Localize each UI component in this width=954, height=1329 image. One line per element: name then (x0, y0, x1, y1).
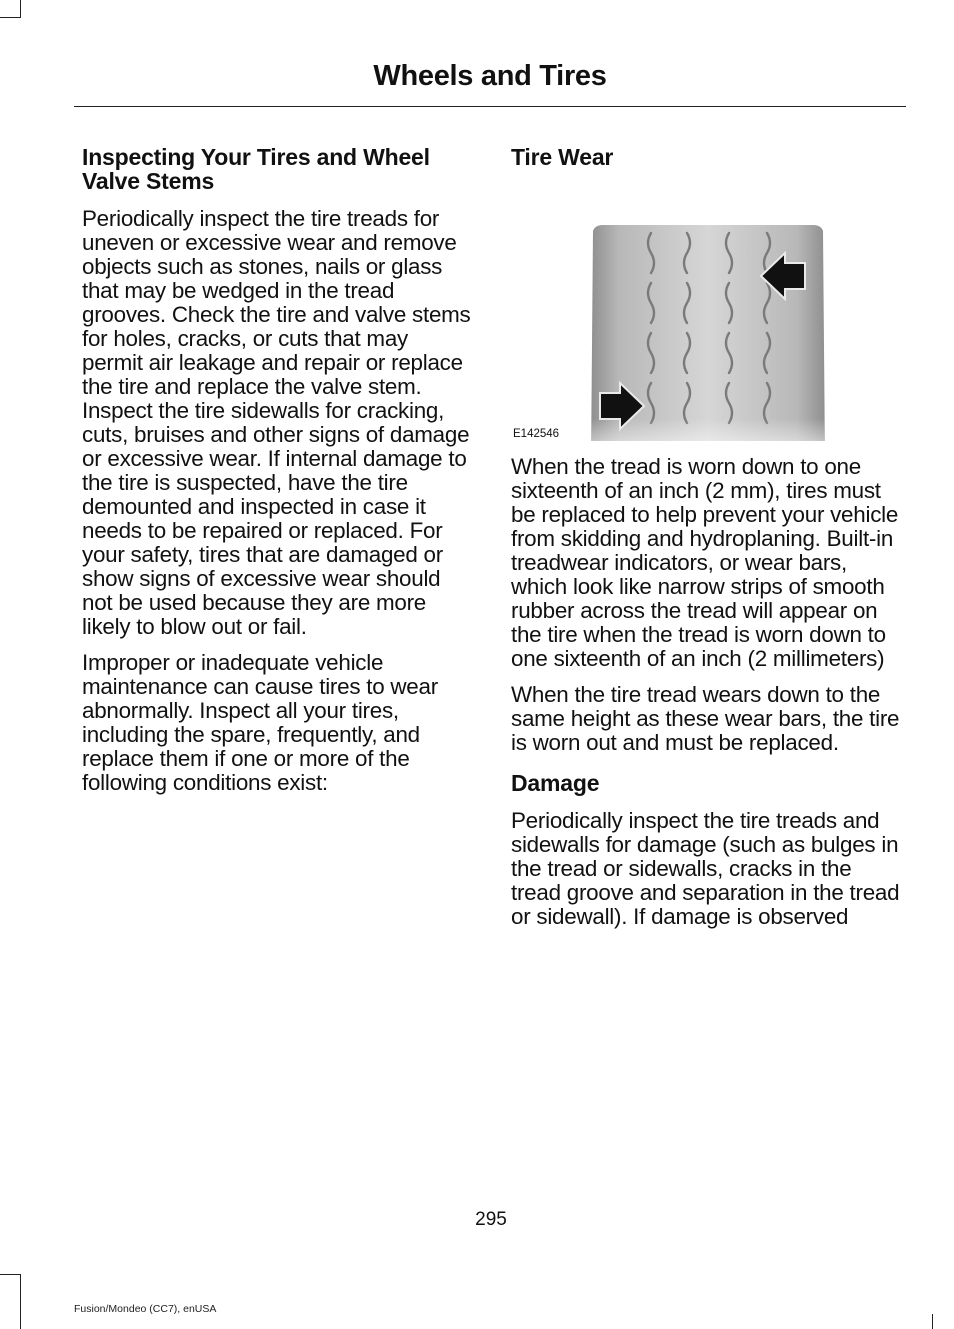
tire-tread-figure (511, 183, 903, 441)
figure-id: E142546 (513, 428, 560, 440)
right-column (511, 145, 903, 941)
section-heading-damage: Damage (511, 770, 600, 796)
page-number: 295 (475, 1209, 507, 1230)
crop-mark (932, 1314, 933, 1329)
section-heading-tire-wear: Tire Wear (511, 144, 614, 170)
title-divider (74, 106, 906, 107)
tire-tread-wear-illustration-icon (511, 183, 903, 441)
paragraph: When the tread is worn down to one sixteenth of an inch (2 mm), tires must be replaced to help prevent your vehicle from skidding and hydroplaning. Built-in treadwear indicators, or wear bars, which look like narrow strips of smooth rubber across the tread will appear on the tire when the tread is worn down to one sixteenth of an inch (2 millimeters) (511, 454, 899, 671)
crop-mark (0, 1274, 20, 1275)
page-title: Wheels and Tires (373, 60, 607, 92)
paragraph: Periodically inspect the tire treads and sidewalls for damage (such as bulges in the tread or sidewalls, cracks in the tread groove and separation in the tread or sidewall). If damage is observed (511, 808, 900, 929)
left-column (82, 145, 474, 807)
crop-mark (20, 0, 21, 18)
paragraph: Improper or inadequate vehicle maintenance can cause tires to wear abnormally. Inspect all your tires, including the spare, frequently, and replace them if one or more of the following conditions exist: (82, 650, 438, 795)
crop-mark (0, 17, 20, 18)
section-heading-inspecting: Inspecting Your Tires and Wheel Valve Stems (82, 144, 430, 194)
crop-mark (20, 1274, 21, 1329)
document-id: Fusion/Mondeo (CC7), enUSA (74, 1303, 217, 1315)
paragraph: Periodically inspect the tire treads for uneven or excessive wear and remove objects such as stones, nails or glass that may be wedged in the tread grooves. Check the tire and valve stems for holes, cracks, or cuts that may permit air leakage and repair or replace the tire and replace the valve stem. Inspect the tire sidewalls for cracking, cuts, bruises and other signs of damage or excessive wear. If internal damage to the tire is suspected, have the tire demounted and inspected in case it needs to be repaired or replaced. For your safety, tires that are damaged or show signs of excessive wear should not be used because they are more likely to blow out or fail. (82, 206, 471, 639)
paragraph: When the tire tread wears down to the same height as these wear bars, the tire is worn out and must be replaced. (511, 682, 900, 755)
